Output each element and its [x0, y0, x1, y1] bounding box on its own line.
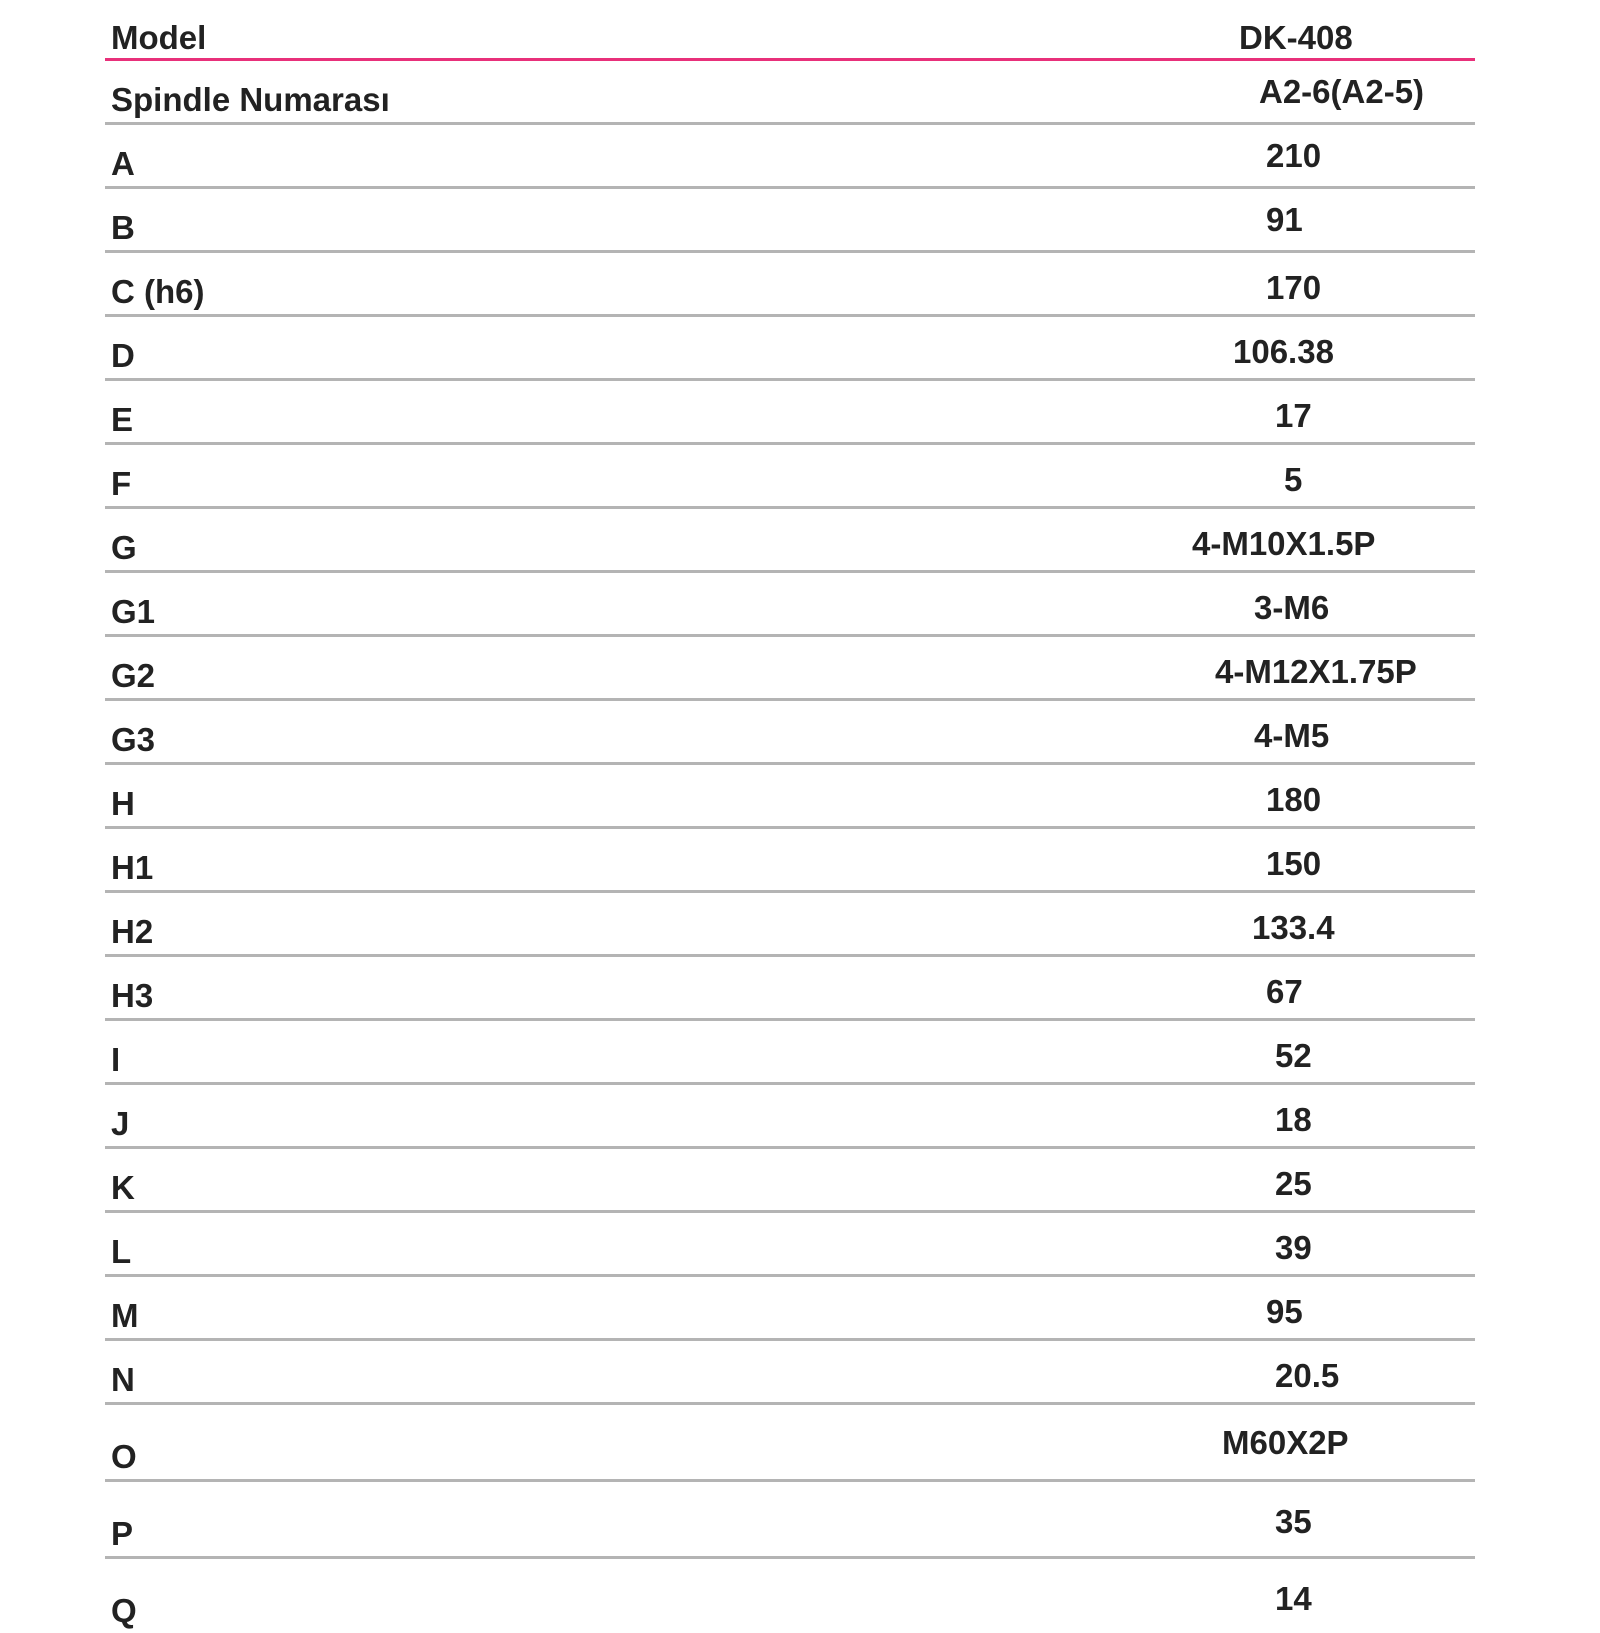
- row-value: 210: [1266, 137, 1322, 174]
- row-label: J: [111, 1105, 130, 1142]
- row-value: 4-M12X1.75P: [1215, 653, 1417, 690]
- row-value: 20.5: [1275, 1357, 1340, 1394]
- table-row: [105, 573, 1475, 637]
- row-label: D: [111, 337, 135, 374]
- row-label: M: [111, 1297, 139, 1334]
- row-value: 17: [1275, 397, 1312, 434]
- table-row: [105, 1149, 1475, 1213]
- row-value: 95: [1266, 1293, 1303, 1330]
- row-label: K: [111, 1169, 135, 1206]
- row-value: 106.38: [1233, 333, 1334, 370]
- row-value: 39: [1275, 1229, 1312, 1266]
- table-row: [105, 317, 1475, 381]
- table-row: [105, 445, 1475, 509]
- table-row: [105, 189, 1475, 253]
- row-value: 170: [1266, 269, 1322, 306]
- row-label: B: [111, 209, 135, 246]
- row-label: Q: [111, 1592, 137, 1629]
- row-value: A2-6(A2-5): [1259, 73, 1425, 110]
- row-value: 150: [1266, 845, 1322, 882]
- table-row: [105, 253, 1475, 317]
- table-row: [105, 381, 1475, 445]
- row-value: 133.4: [1252, 909, 1335, 946]
- table-row: [105, 1213, 1475, 1277]
- table-row: [105, 61, 1475, 125]
- row-label: O: [111, 1438, 137, 1475]
- row-label: P: [111, 1515, 134, 1552]
- row-label: H2: [111, 913, 154, 950]
- row-label: I: [111, 1041, 121, 1078]
- row-value: 18: [1275, 1101, 1312, 1138]
- row-label: H: [111, 785, 135, 822]
- row-value: M60X2P: [1222, 1424, 1349, 1461]
- table-row: [105, 637, 1475, 701]
- row-value: 4-M10X1.5P: [1192, 525, 1376, 562]
- row-label: H3: [111, 977, 154, 1014]
- spec-table: [105, 0, 1475, 1633]
- row-value: 5: [1284, 461, 1303, 498]
- row-label: G3: [111, 721, 156, 758]
- header-label: Model: [111, 19, 207, 56]
- row-label: F: [111, 465, 132, 502]
- table-row: [105, 957, 1475, 1021]
- row-value: 52: [1275, 1037, 1312, 1074]
- row-label: C (h6): [111, 273, 205, 310]
- table-row: [105, 1085, 1475, 1149]
- table-row: [105, 125, 1475, 189]
- row-value: 4-M5: [1254, 717, 1330, 754]
- table-row: [105, 1482, 1475, 1559]
- row-label: Spindle Numarası: [111, 81, 390, 118]
- table-row: [105, 893, 1475, 957]
- row-label: G1: [111, 593, 156, 630]
- table-row: [105, 701, 1475, 765]
- row-label: N: [111, 1361, 135, 1398]
- row-label: E: [111, 401, 134, 438]
- table-row: [105, 829, 1475, 893]
- table-row: [105, 1341, 1475, 1405]
- row-value: 35: [1275, 1503, 1312, 1540]
- row-value: 25: [1275, 1165, 1312, 1202]
- row-label: L: [111, 1233, 132, 1270]
- table-row: [105, 765, 1475, 829]
- table-header-row: [105, 0, 1475, 61]
- row-label: G2: [111, 657, 156, 694]
- row-label: H1: [111, 849, 154, 886]
- row-value: 67: [1266, 973, 1303, 1010]
- row-value: 180: [1266, 781, 1322, 818]
- table-row: [105, 1559, 1475, 1633]
- row-label: G: [111, 529, 137, 566]
- table-row: [105, 1021, 1475, 1085]
- header-model-value: DK-408: [1239, 19, 1353, 56]
- row-value: 14: [1275, 1580, 1312, 1617]
- row-value: 3-M6: [1254, 589, 1330, 626]
- table-row: [105, 1405, 1475, 1482]
- table-row: [105, 1277, 1475, 1341]
- row-value: 91: [1266, 201, 1303, 238]
- row-label: A: [111, 145, 135, 182]
- table-row: [105, 509, 1475, 573]
